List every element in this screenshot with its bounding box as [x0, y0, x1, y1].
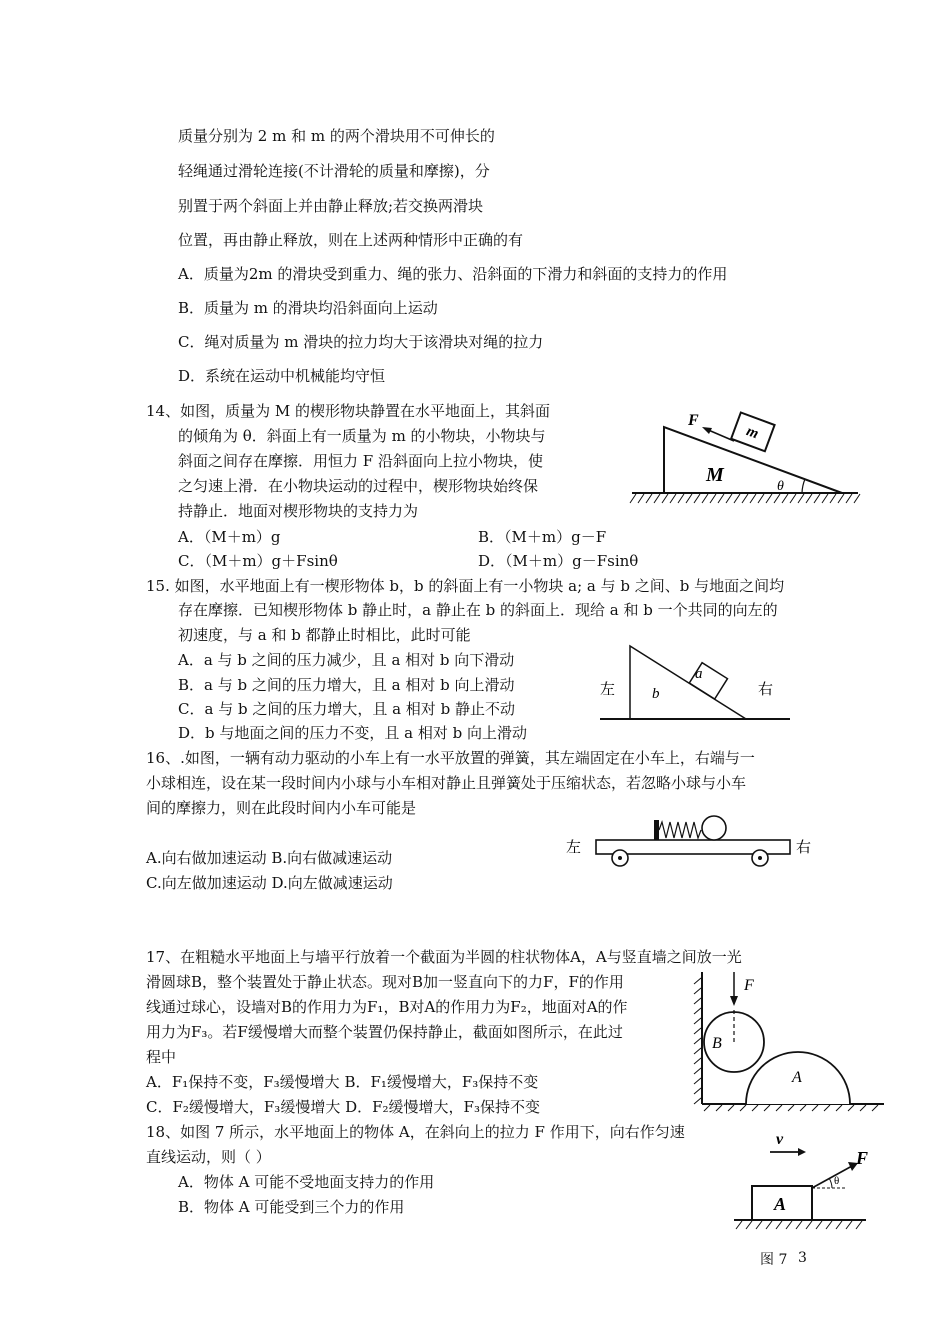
q18-option-a: A．物体 A 可能不受地面支持力的作用: [178, 1173, 435, 1191]
q15-option-c: C．a 与 b 之间的压力增大，且 a 相对 b 静止不动: [178, 700, 515, 718]
page-number: 3: [798, 1250, 807, 1266]
q17-wall-figure: [690, 970, 888, 1112]
q15-line-3: 初速度，与 a 和 b 都静止时相比，此时可能: [178, 626, 471, 644]
q18-option-b: B．物体 A 可能受到三个力的作用: [178, 1198, 405, 1216]
q16-option-cd: C.向左做加速运动 D.向左做减速运动: [146, 874, 393, 892]
q14-wedge-label: M: [706, 464, 724, 486]
q13-line-1: 质量分别为 2 m 和 m 的两个滑块用不可伸长的: [178, 127, 495, 145]
q14-line-2: 的倾角为 θ．斜面上有一质量为 m 的小物块，小物块与: [178, 427, 546, 445]
q15-option-d: D．b 与地面之间的压力不变，且 a 相对 b 向上滑动: [178, 724, 528, 742]
q15-line-1: 15. 如图，水平地面上有一楔形物体 b，b 的斜面上有一小物块 a; a 与 b 之间、b 与地面之间均: [146, 577, 785, 595]
q14-line-5: 持静止．地面对楔形物块的支持力为: [178, 502, 419, 520]
q17-line-4: 用力为F₃。若F缓慢增大而整个装置仍保持静止，截面如图所示，在此过: [146, 1023, 623, 1041]
q15-left-label: 左: [600, 680, 616, 698]
q17-line-1: 17、在粗糙水平地面上与墙平行放着一个截面为半圆的柱状物体A，A与竖直墙之间放一光: [146, 948, 742, 966]
q15-option-b: B．a 与 b 之间的压力增大，且 a 相对 b 向上滑动: [178, 676, 515, 694]
q13-option-c: C．绳对质量为 m 滑块的拉力均大于该滑块对绳的拉力: [178, 333, 544, 351]
q16-line-1: 16、.如图，一辆有动力驱动的小车上有一水平放置的弹簧，其左端固定在小车上，右端与一: [146, 749, 755, 767]
q17-line-5: 程中: [146, 1048, 177, 1066]
q17-option-ab: A．F₁保持不变，F₃缓慢增大 B．F₁缓慢增大，F₃保持不变: [146, 1073, 539, 1091]
q13-option-d: D．系统在运动中机械能均守恒: [178, 367, 386, 385]
q16-line-3: 间的摩擦力，则在此段时间内小车可能是: [146, 799, 417, 817]
q14-block-label: m: [744, 423, 761, 443]
q15-line-2: 存在摩擦．已知楔形物体 b 静止时，a 静止在 b 的斜面上．现给 a 和 b 一个共同的向左的: [178, 601, 778, 619]
q16-line-2: 小球相连，设在某一段时间内小球与小车相对静止且弹簧处于压缩状态，若忽略小球与小车: [146, 774, 747, 792]
q14-line-1: 14、如图，质量为 M 的楔形物块静置在水平地面上，其斜面: [146, 402, 550, 420]
q18-velocity-label: v: [776, 1131, 784, 1148]
q18-line-2: 直线运动，则（ ）: [146, 1148, 271, 1166]
q17-option-cd: C．F₂缓慢增大，F₃缓慢增大 D．F₂缓慢增大，F₃保持不变: [146, 1098, 540, 1116]
q18-force-label: F: [856, 1148, 869, 1168]
q14-wedge-figure: [630, 405, 862, 517]
q18-figure-7: [730, 1130, 870, 1240]
q15-block-label: a: [695, 666, 703, 682]
q14-option-c: C．（M＋m）g＋Fsinθ: [178, 552, 338, 570]
q13-line-4: 位置，再由静止释放，则在上述两种情形中正确的有: [178, 231, 524, 249]
q17-force-label: F: [744, 977, 754, 994]
q16-option-ab: A.向右做加速运动 B.向右做减速运动: [146, 849, 393, 867]
q16-right-label: 右: [796, 838, 812, 856]
q16-cart-figure: [564, 812, 814, 870]
q14-option-d: D．（M＋m）g－Fsinθ: [478, 552, 639, 570]
q13-line-2: 轻绳通过滑轮连接(不计滑轮的质量和摩擦)，分: [178, 162, 490, 180]
q17-line-3: 线通过球心，设墙对B的作用力为F₁，B对A的作用力为F₂，地面对A的作: [146, 998, 628, 1016]
q18-angle-label: θ: [834, 1175, 840, 1187]
q17-half-cylinder-label: A: [792, 1069, 802, 1086]
q15-option-a: A．a 与 b 之间的压力减少，且 a 相对 b 向下滑动: [178, 651, 515, 669]
q13-option-b: B．质量为 m 的滑块均沿斜面向上运动: [178, 299, 438, 317]
q14-force-label: F: [688, 412, 699, 429]
q18-block-label: A: [774, 1194, 787, 1214]
q18-line-1: 18、如图 7 所示，水平地面上的物体 A，在斜向上的拉力 F 作用下，向右作匀速: [146, 1123, 685, 1141]
q14-option-a: A．（M＋m）g: [178, 528, 281, 546]
q15-wedge-figure: [598, 642, 794, 724]
q17-ball-label: B: [712, 1035, 722, 1052]
q14-line-3: 斜面之间存在摩擦．用恒力 F 沿斜面向上拉小物块，使: [178, 452, 543, 470]
q16-left-label: 左: [566, 838, 582, 856]
q15-right-label: 右: [758, 680, 774, 698]
q13-line-3: 别置于两个斜面上并由静止释放;若交换两滑块: [178, 197, 484, 215]
q14-angle-label: θ: [777, 479, 784, 494]
q13-option-a: A．质量为2m 的滑块受到重力、绳的张力、沿斜面的下滑力和斜面的支持力的作用: [178, 265, 728, 283]
q15-wedge-label: b: [652, 686, 660, 702]
q14-option-b: B．（M＋m）g－F: [478, 528, 607, 546]
q17-line-2: 滑圆球B，整个装置处于静止状态。现对B加一竖直向下的力F，F的作用: [146, 973, 624, 991]
q14-line-4: 之匀速上滑．在小物块运动的过程中，楔形物块始终保: [178, 477, 539, 495]
q18-figure-caption: 图 7: [760, 1252, 788, 1268]
